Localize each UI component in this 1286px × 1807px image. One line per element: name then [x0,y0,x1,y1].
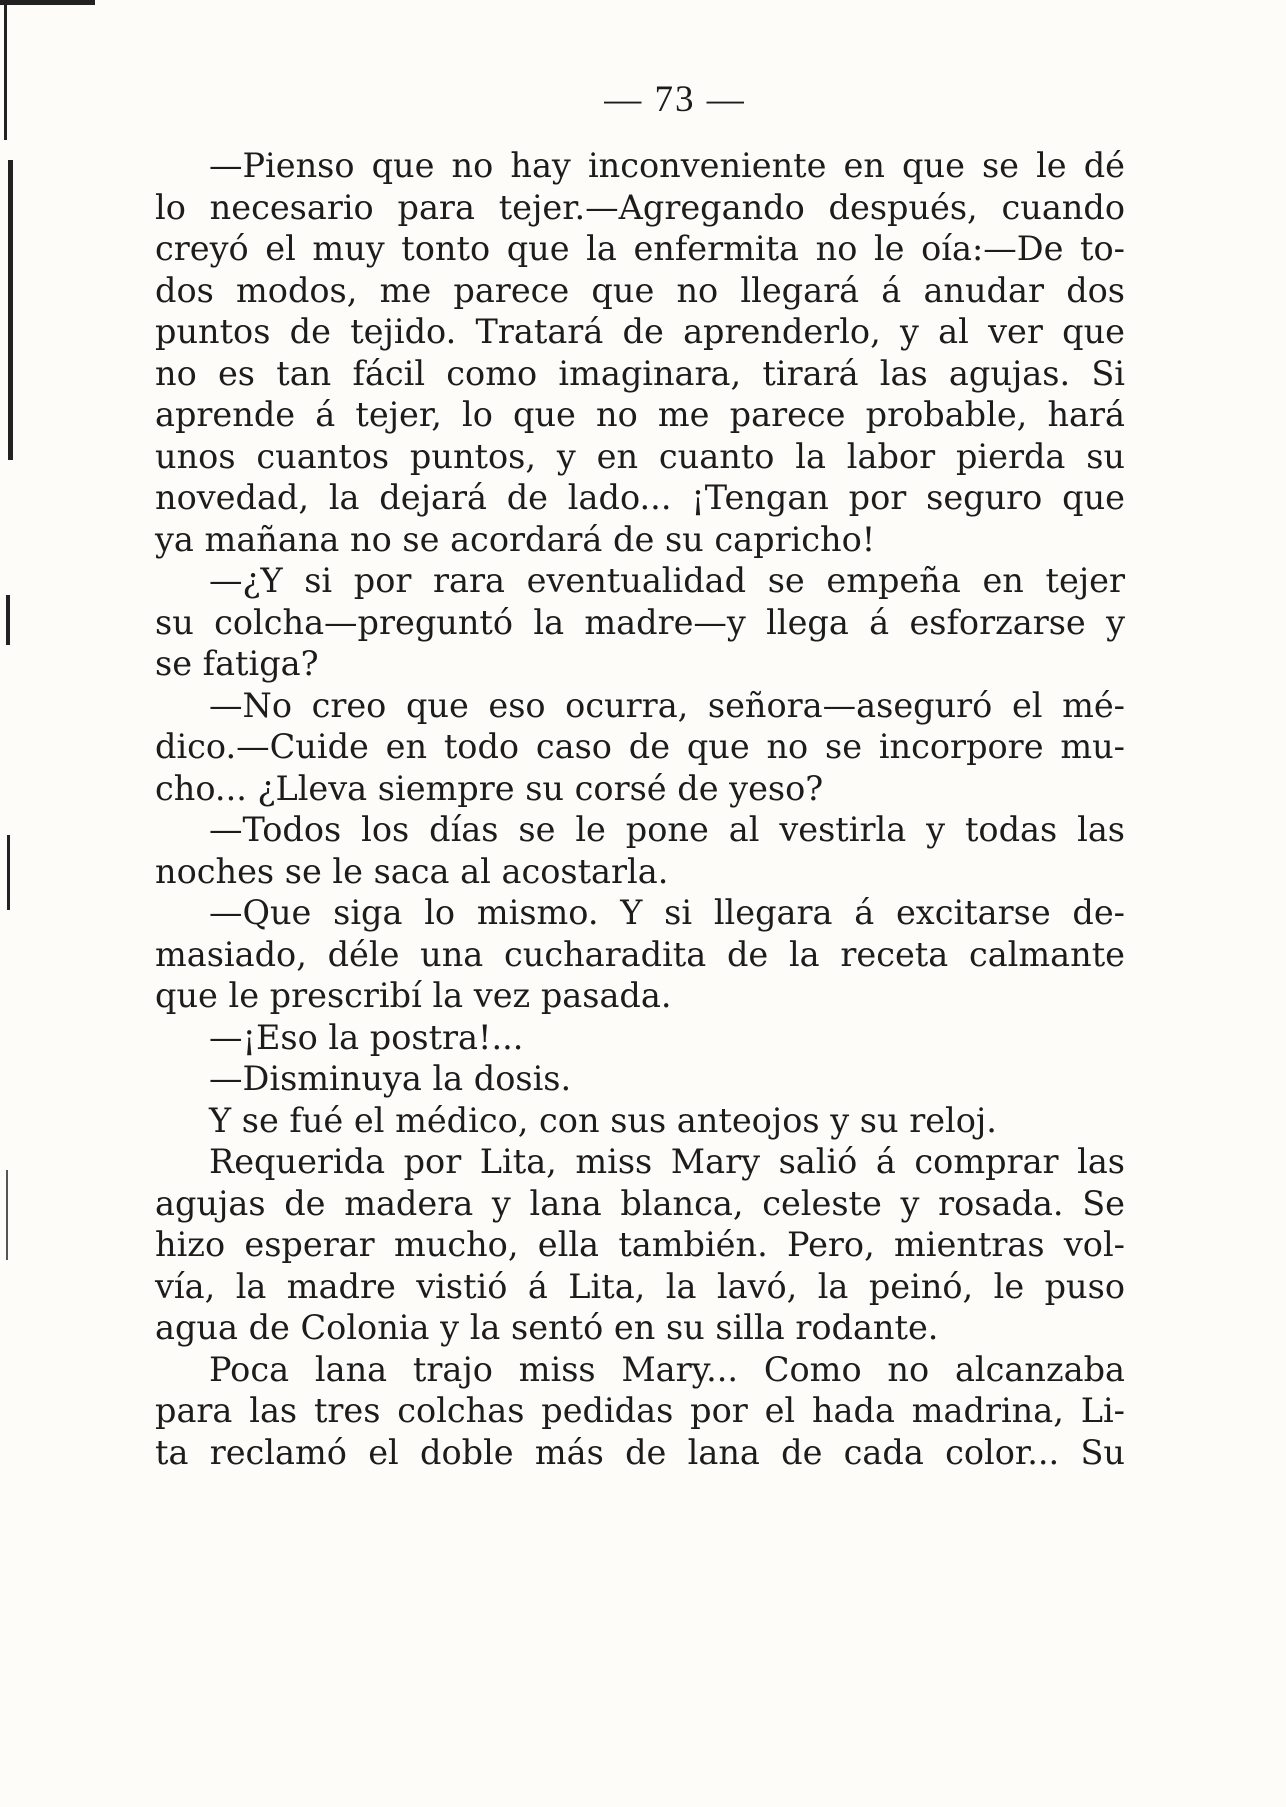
text-line: hizo esperar mucho, ella también. Pero, mientras vol- [155,1225,1125,1264]
text-line: se fatiga? [155,644,319,683]
text-line: —¿Y si por rara eventualidad se empeña en tejer [209,561,1125,600]
text-line: no es tan fácil como imaginara, tirará las agujas. Si [155,353,1125,393]
text-line: puntos de tejido. Tratará de aprenderlo, y al ver que [155,312,1125,351]
text-line: ya mañana no se acordará de su capricho! [155,519,876,559]
text-line: vía, la madre vistió á Lita, la lavó, la peinó, le puso [155,1266,1125,1306]
text-line: Requerida por Lita, miss Mary salió á comprar las [209,1142,1125,1181]
page-number: — 73 — [604,79,746,120]
text-line: unos cuantos puntos, y en cuanto la labor pierda su [155,436,1125,476]
text-line: creyó el muy tonto que la enfermita no le oía:—De to- [155,229,1125,268]
text-line: agua de Colonia y la sentó en su silla rodante. [155,1308,939,1347]
text-line: —No creo que eso ocurra, señora—aseguró el mé- [209,685,1125,725]
text-line: lo necesario para tejer.—Agregando después, cuando [155,187,1125,227]
text-line: que le prescribí la vez pasada. [155,976,672,1015]
binding-edge-spot [6,595,10,645]
binding-edge-upper [4,0,7,140]
body-text [155,145,1125,1473]
binding-edge-top [0,0,95,5]
binding-edge-bottom [6,1170,8,1260]
text-line: noches se le saca al acostarla. [155,851,669,891]
text-line: ta reclamó el doble más de lana de cada color... Su [155,1432,1125,1472]
binding-edge-mid [8,160,13,460]
text-line: su colcha—preguntó la madre—y llega á esforzarse y [155,602,1125,642]
text-line: dos modos, me parece que no llegará á anudar dos [155,270,1125,310]
text-line: dico.—Cuide en todo caso de que no se incorpore mu- [155,727,1125,766]
text-line: Poca lana trajo miss Mary... Como no alcanzaba [209,1349,1125,1389]
text-line: agujas de madera y lana blanca, celeste y rosada. Se [155,1183,1125,1223]
text-line: masiado, déle una cucharadita de la receta calmante [155,934,1125,974]
text-line: —Que siga lo mismo. Y si llegara á excitarse de- [209,893,1125,932]
text-line: novedad, la dejará de lado... ¡Tengan por seguro que [155,478,1125,517]
binding-edge-lower [7,835,10,910]
text-line: aprende á tejer, lo que no me parece probable, hará [155,395,1125,434]
text-line: —Disminuya la dosis. [209,1059,572,1098]
text-line: cho... ¿Lleva siempre su corsé de yeso? [155,768,824,808]
text-line: —Pienso que no hay inconveniente en que se le dé [209,146,1125,185]
text-line: —¡Eso la postra!... [209,1017,524,1057]
text-line: para las tres colchas pedidas por el hada madrina, Li- [155,1391,1125,1430]
text-line: Y se fué el médico, con sus anteojos y su reloj. [209,1100,997,1140]
text-line: —Todos los días se le pone al vestirla y todas las [209,810,1125,849]
